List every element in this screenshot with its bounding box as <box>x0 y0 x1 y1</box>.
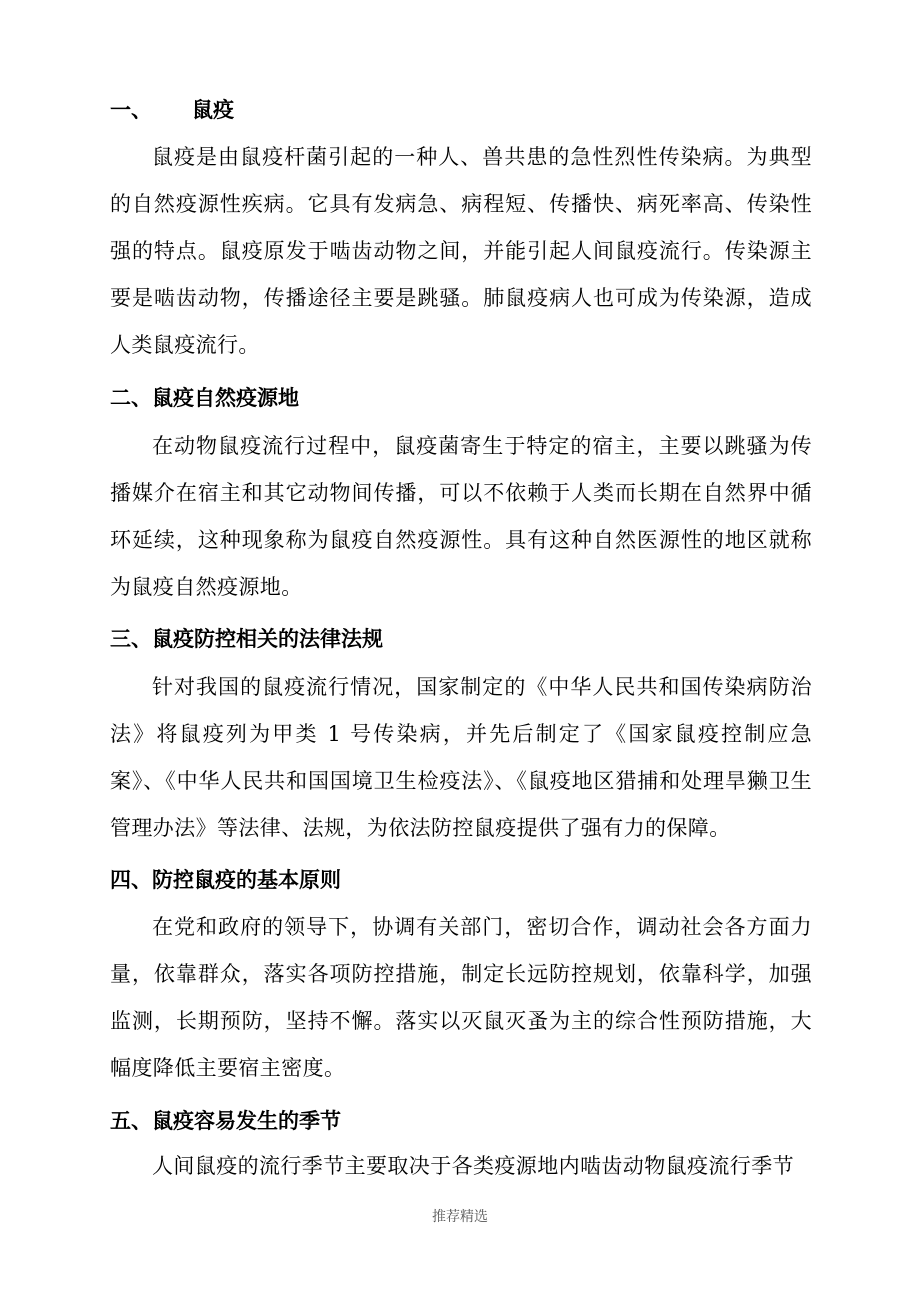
section-heading-1 <box>110 95 234 125</box>
page-footer: 推荐精选 <box>432 1209 488 1225</box>
section-number: 四、 <box>110 867 152 892</box>
section-title: 鼠疫自然疫源地 <box>152 385 299 410</box>
section-title: 鼠疫 <box>192 97 234 122</box>
section-number: 一、 <box>110 97 152 122</box>
section-number: 二、 <box>110 385 152 410</box>
section-paragraph-1: 鼠疫是由鼠疫杆菌引起的一种人、兽共患的急性烈性传染病。为典型的自然疫源性疾病。它具有发病急、病程短、传播快、病死率高、传染性强的特点。鼠疫原发于啮齿动物之间，并能引起人间鼠疫流行。传染源主要是啮齿动物，传播途径主要是跳骚。肺鼠疫病人也可成为传染源，造成人类鼠疫流行。 <box>110 145 812 357</box>
section-heading-4 <box>110 865 341 895</box>
section-paragraph-2: 在动物鼠疫流行过程中，鼠疫菌寄生于特定的宿主，主要以跳骚为传播媒介在宿主和其它动物间传播，可以不依赖于人类而长期在自然界中循环延续，这种现象称为鼠疫自然疫源性。具有这种自然医源性的地区就称为鼠疫自然疫源地。 <box>110 434 812 599</box>
section-title: 防控鼠疫的基本原则 <box>152 867 341 892</box>
section-number: 五、 <box>110 1108 152 1133</box>
section-title: 鼠疫容易发生的季节 <box>152 1108 341 1133</box>
section-number: 三、 <box>110 626 152 651</box>
section-paragraph-5: 人间鼠疫的流行季节主要取决于各类疫源地内啮齿动物鼠疫流行季节 <box>152 1154 794 1178</box>
section-heading-2 <box>110 383 299 413</box>
section-heading-5 <box>110 1106 341 1136</box>
section-paragraph-4: 在党和政府的领导下，协调有关部门，密切合作，调动社会各方面力量，依靠群众，落实各项防控措施，制定长远防控规划，依靠科学，加强监测，长期预防，坚持不懈。落实以灭鼠灭蚤为主的综合性预防措施，大幅度降低主要宿主密度。 <box>110 915 812 1080</box>
section-paragraph-3: 针对我国的鼠疫流行情况，国家制定的《中华人民共和国传染病防治法》将鼠疫列为甲类 1 号传染病，并先后制定了《国家鼠疫控制应急案》、《中华人民共和国国境卫生检疫法》、《鼠疫地区猎捕和处理旱獭卫生管理办法》等法律、法规，为依法防控鼠疫提供了强有力的保障。 <box>110 675 812 840</box>
section-title: 鼠疫防控相关的法律法规 <box>152 626 383 651</box>
section-heading-3 <box>110 624 383 654</box>
